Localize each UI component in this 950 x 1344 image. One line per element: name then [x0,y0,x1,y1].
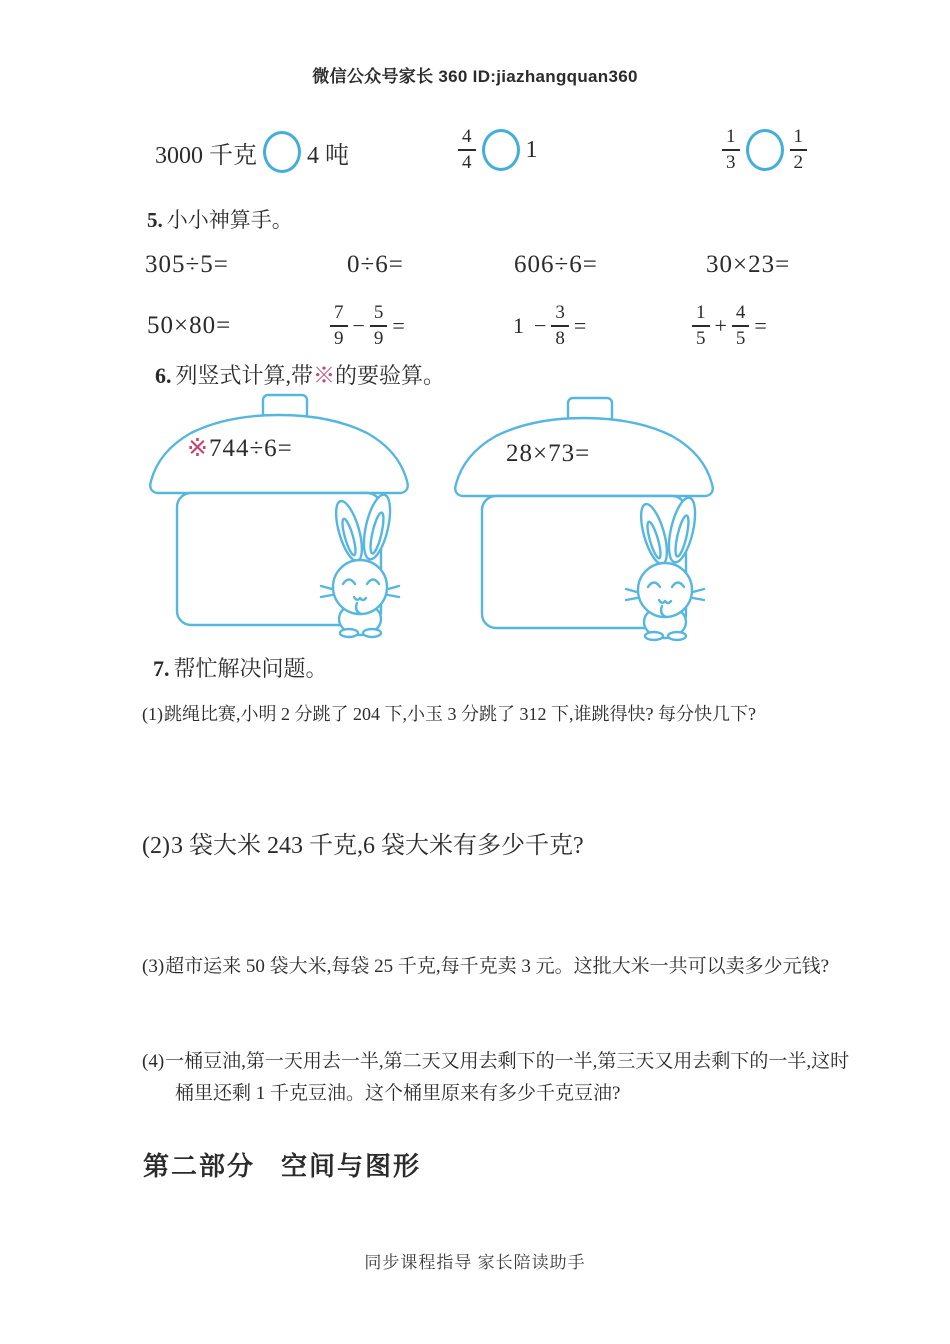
footer-text: 同步课程指导 家长陪读助手 [364,1253,586,1272]
house-outline-icon [448,394,718,642]
word-problem-4 [142,1046,862,1111]
header-watermark: 微信公众号家长 360 ID:jiazhangquan360 [312,67,638,86]
fraction: $\frac{7}{9}$ [330,303,348,349]
comparison-right-value: 1 [525,136,538,163]
calc-item: 305÷5= [145,251,229,278]
word-problem-3 [142,951,829,983]
fraction: $\frac{1}{2}$ [790,127,808,173]
operator: + [714,313,727,338]
question-5-heading [147,204,293,234]
section-title: 空间与图形 [281,1151,422,1181]
calc-item: 0÷6= [347,251,404,278]
comparison-right-value: 4 吨 [307,142,349,169]
calc-item-fraction [330,298,410,354]
section-2-heading [143,1146,421,1183]
calc-item-fraction [692,298,772,354]
answer-circle [482,129,520,171]
calc-item: 606÷6= [514,251,598,278]
question-title: 小小神算手。 [166,208,293,232]
house-equation: ※744÷6= [187,435,293,462]
house-box-1 [143,391,413,639]
item-text: 一桶豆油,第一天用去一半,第二天又用去剩下的一半,第三天又用去剩下的一半,这时桶里还剩 1 千克豆油。这个桶里原来有多少千克豆油? [165,1051,850,1105]
word-problem-2 [142,826,584,867]
item-text: 跳绳比赛,小明 2 分跳了 204 下,小玉 3 分跳了 312 下,谁跳得快? 每分快几下? [164,704,756,724]
question-6-heading: 6. 列竖式计算,带※的要验算。 [155,363,446,388]
house-equation: 28×73= [506,440,591,467]
word-problem-1 [142,699,756,730]
comparison-item-1 [155,128,349,176]
calc-item: 30×23= [706,251,791,278]
item-label: (1) [142,704,163,724]
operator: − [534,313,547,338]
question-number: 7. [153,656,170,681]
section-label: 第二部分 [143,1151,256,1181]
question-number: 5. [147,208,163,232]
fraction: $\frac{5}{9}$ [370,303,388,349]
answer-circle [263,131,301,173]
item-label: (4) [142,1051,165,1072]
answer-circle [746,129,784,171]
fraction: $\frac{1}{3}$ [722,127,740,173]
equals-sign: = [573,313,587,338]
equals-sign: = [754,313,767,338]
check-marker: ※ [187,435,209,462]
comparison-left-value: 3000 千克 [155,142,257,169]
calc-item: 50×80= [147,312,232,339]
comparison-item-2 [458,126,538,174]
check-marker: ※ [313,363,336,388]
item-text: 超市运来 50 袋大米,每袋 25 千克,每千克卖 3 元。这批大米一共可以卖多少元钱? [165,956,830,977]
equals-sign: = [392,313,405,338]
calc-item-fraction [508,298,591,354]
question-title: 帮忙解决问题。 [173,656,328,681]
operator: − [352,313,365,338]
house-box-2 [448,394,718,642]
item-label: (3) [142,956,165,977]
comparison-item-3 [722,126,807,174]
fraction: $\frac{4}{4}$ [458,127,476,173]
question-7-heading [153,652,328,683]
number: 1 [513,313,524,338]
house-outline-icon [143,391,413,639]
item-text: 3 袋大米 243 千克,6 袋大米有多少千克? [170,833,584,859]
fraction: $\frac{4}{5}$ [732,303,750,349]
question-number: 6. [155,363,172,388]
fraction: $\frac{1}{5}$ [692,303,710,349]
fraction: $\frac{3}{8}$ [551,303,569,349]
item-label: (2) [142,833,170,859]
